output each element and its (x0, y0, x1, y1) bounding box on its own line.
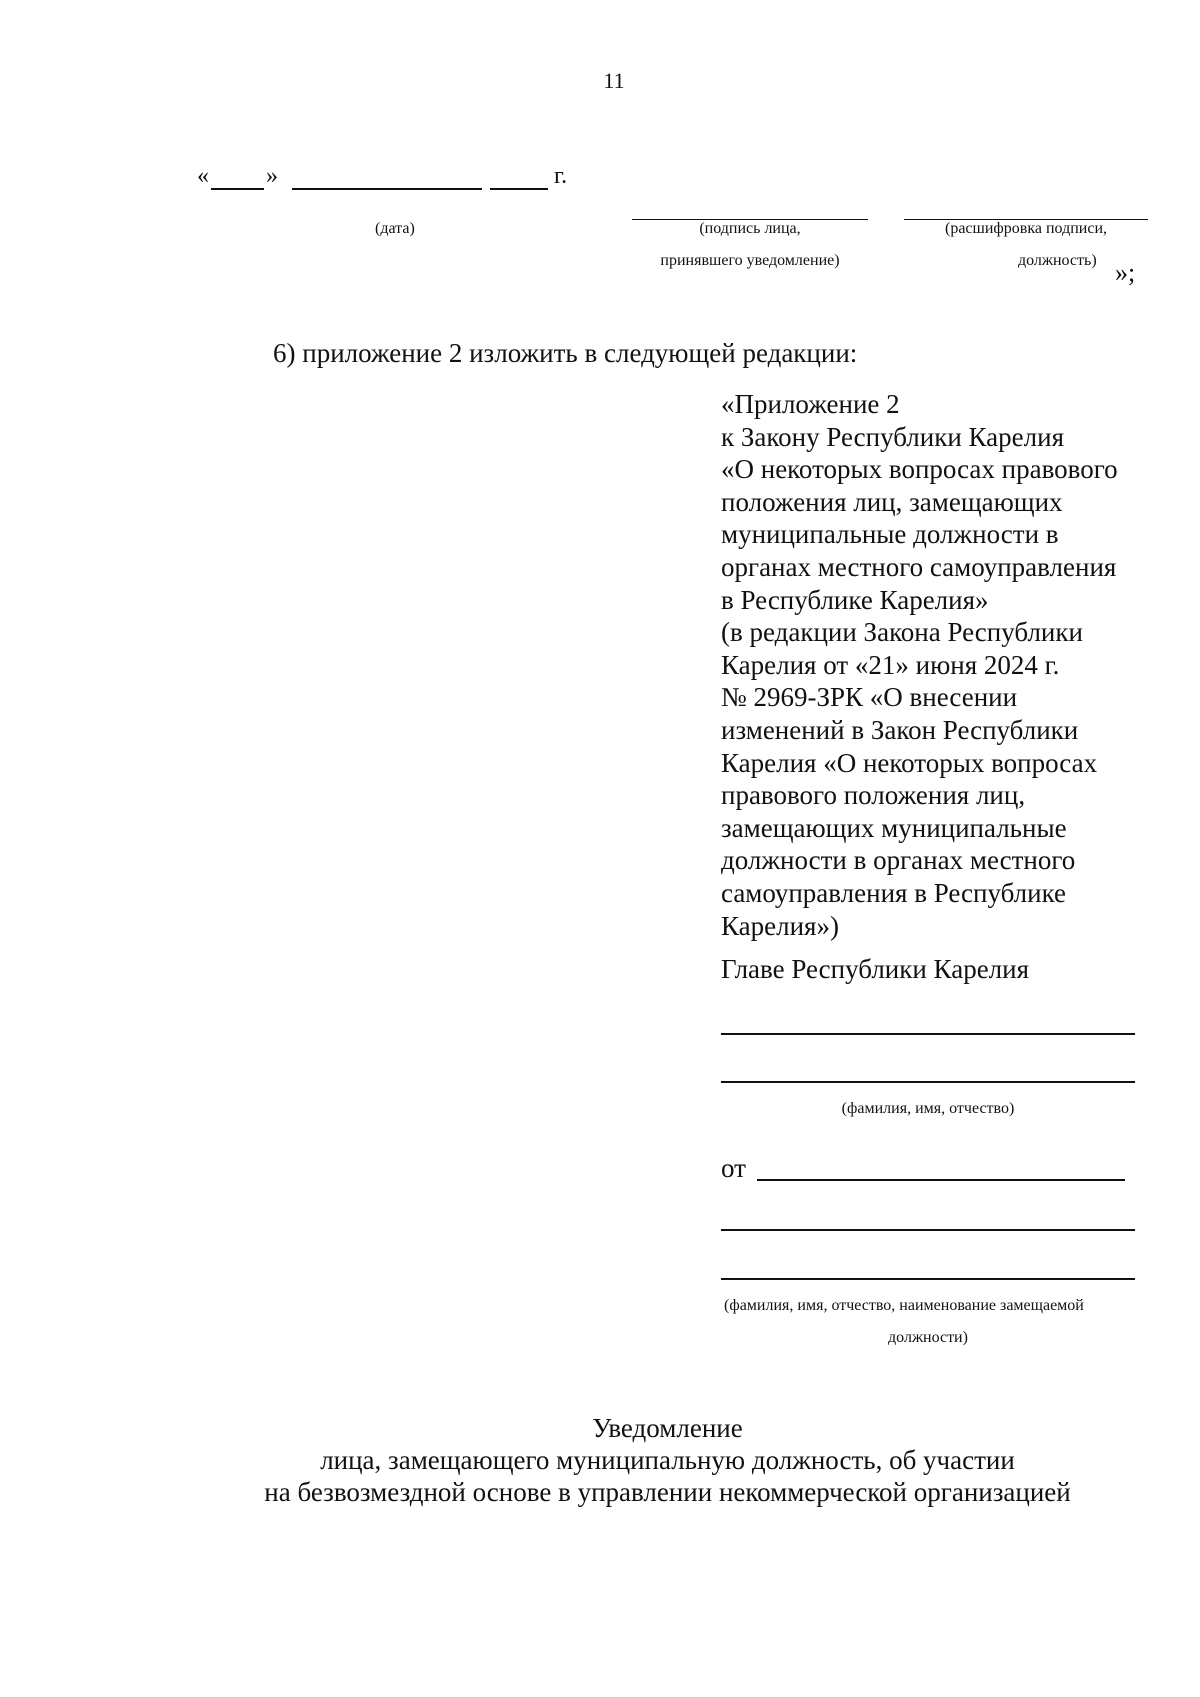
amendment-instruction: 6) приложение 2 изложить в следующей редакции: (273, 338, 858, 368)
appendix-header-line: положения лиц, замещающих (721, 486, 1063, 517)
appendix-header-line: муниципальные должности в (721, 519, 1059, 550)
date-field-row (197, 163, 567, 190)
year-suffix: г. (554, 163, 568, 189)
appendix-header-line: «О некоторых вопросах правового (721, 454, 1118, 485)
date-caption: (дата) (375, 220, 415, 237)
appendix-header-line: органах местного самоуправления (721, 551, 1117, 582)
appendix-header-line: к Закону Республики Карелия (721, 421, 1064, 452)
addressee: Главе Республики Карелия (721, 954, 1030, 984)
signature-decode-caption-1: (расшифровка подписи, (945, 220, 1107, 237)
appendix-header-line: Карелия «О некоторых вопросах (721, 747, 1098, 778)
sender-line-3 (721, 1278, 1135, 1280)
document-title (0, 1412, 1200, 1508)
page-number: 11 (603, 68, 625, 93)
appendix-header-line: изменений в Закон Республики (721, 714, 1079, 745)
signature-decode-caption-2: должность) (1018, 252, 1097, 269)
sender-caption-2: должности) (888, 1329, 968, 1346)
sender-line-1 (757, 1179, 1125, 1181)
sender-caption-1: (фамилия, имя, отчество, наименование замещаемой (724, 1297, 1084, 1314)
addressee-name-line-1 (721, 1033, 1135, 1035)
appendix-header-line: Карелия от «21» июня 2024 г. (721, 649, 1060, 680)
day-blank (211, 164, 264, 190)
appendix-header-line: (в редакции Закона Республики (721, 617, 1083, 648)
appendix-header-line: «Приложение 2 (721, 389, 900, 419)
document-title-line: Уведомление (592, 1413, 743, 1443)
signature-caption-1: (подпись лица, (699, 220, 801, 237)
signature-caption-2: принявшего уведомление) (660, 252, 840, 269)
year-blank (490, 164, 548, 190)
closing-quote-mark: »; (1115, 258, 1136, 287)
addressee-name-line-2 (721, 1081, 1135, 1083)
appendix-header-line: № 2969-ЗРК «О внесении (721, 682, 1018, 713)
appendix-header-line: правового положения лиц, (721, 780, 1026, 811)
month-blank (292, 164, 482, 190)
appendix-header-line: Карелия») (721, 910, 839, 941)
appendix-header-line: в Республике Карелия» (721, 584, 989, 615)
appendix-header (721, 388, 1118, 942)
document-title-line: на безвозмездной основе в управлении некоммерческой организацией (264, 1477, 1071, 1507)
appendix-header-line: должности в органах местного (721, 845, 1076, 876)
appendix-header-line: замещающих муниципальные (721, 812, 1067, 843)
from-label: от (721, 1153, 746, 1183)
addressee-caption: (фамилия, имя, отчество) (841, 1100, 1015, 1117)
open-quote: « (197, 163, 209, 189)
appendix-header-line: самоуправления в Республике (721, 877, 1067, 908)
close-quote: » (266, 163, 278, 189)
sender-line-2 (721, 1229, 1135, 1231)
document-title-line: лица, замещающего муниципальную должность, об участии (320, 1445, 1015, 1475)
